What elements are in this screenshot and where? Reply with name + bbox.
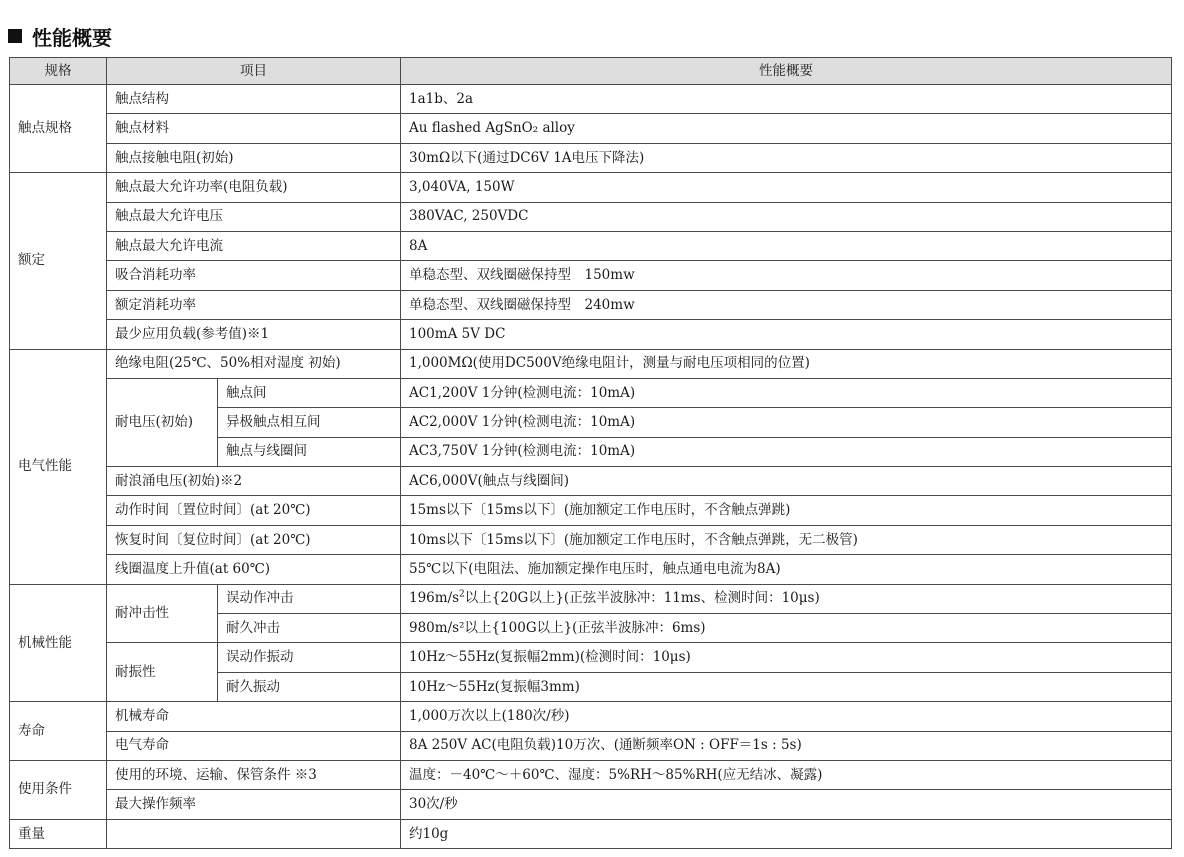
table-row — [10, 85, 1172, 114]
value-cell: 10Hz～55Hz(复振幅2mm)(检测时间：10μs) — [401, 643, 1172, 672]
group-electrical: 电气性能 — [10, 349, 107, 584]
group-contact: 触点规格 — [10, 85, 107, 173]
value-cell: 30次/秒 — [401, 790, 1172, 819]
value-cell: 约10g — [401, 819, 1172, 848]
table-row — [10, 143, 1172, 172]
value-cell: 380VAC, 250VDC — [401, 202, 1172, 231]
value-cell: 8A — [401, 231, 1172, 260]
item-cell: 使用的环境、运输、保管条件 ※3 — [107, 760, 401, 789]
header-item: 项目 — [107, 58, 401, 85]
item-cell: 触点最大允许功率(电阻负载) — [107, 173, 401, 202]
sub-item-cell: 异极触点相互间 — [218, 408, 401, 437]
merged-vibration: 耐振性 — [107, 643, 218, 702]
table-row — [10, 555, 1172, 584]
performance-table — [9, 57, 1172, 849]
group-rating: 额定 — [10, 173, 107, 349]
value-cell: 10Hz～55Hz(复振幅3mm) — [401, 672, 1172, 701]
value-cell: 单稳态型、双线圈磁保持型 240mw — [401, 290, 1172, 319]
table-row — [10, 760, 1172, 789]
item-cell: 吸合消耗功率 — [107, 261, 401, 290]
item-cell: 触点接触电阻(初始) — [107, 143, 401, 172]
table-row — [10, 114, 1172, 143]
item-cell: 触点最大允许电流 — [107, 231, 401, 260]
value-cell: 1a1b、2a — [401, 85, 1172, 114]
table-row — [10, 731, 1172, 760]
value-cell: 1,000MΩ(使用DC500V绝缘电阻计，测量与耐电压项相同的位置) — [401, 349, 1172, 378]
sub-item-cell: 耐久冲击 — [218, 614, 401, 643]
item-cell: 最大操作频率 — [107, 790, 401, 819]
value-cell: 15ms以下〔15ms以下〕(施加额定工作电压时，不含触点弹跳) — [401, 496, 1172, 525]
value-cell: 30mΩ以下(通过DC6V 1A电压下降法) — [401, 143, 1172, 172]
section-title: 性能概要 — [32, 25, 112, 50]
table-row — [10, 584, 1172, 613]
merged-shock: 耐冲击性 — [107, 584, 218, 643]
value-cell: 1,000万次以上(180次/秒) — [401, 702, 1172, 731]
item-cell: 最少应用负载(参考值)※1 — [107, 320, 401, 349]
value-cell: Au flashed AgSnO₂ alloy — [401, 114, 1172, 143]
value-cell — [401, 584, 1172, 613]
value-cell: 温度：－40℃～＋60℃、湿度：5%RH～85%RH(应无结冰、凝露) — [401, 760, 1172, 789]
header-spec: 规格 — [10, 58, 107, 85]
item-cell: 触点材料 — [107, 114, 401, 143]
table-row — [10, 320, 1172, 349]
value-cell: 3,040VA, 150W — [401, 173, 1172, 202]
group-conditions: 使用条件 — [10, 760, 107, 819]
group-weight: 重量 — [10, 819, 107, 848]
value-cell: 单稳态型、双线圈磁保持型 150mw — [401, 261, 1172, 290]
section-heading — [8, 22, 112, 50]
sub-item-cell: 触点与线圈间 — [218, 437, 401, 466]
table-row — [10, 467, 1172, 496]
value-cell: 8A 250V AC(电阻负载)10万次、(通断频率ON : OFF＝1s : 5s) — [401, 731, 1172, 760]
table-row — [10, 790, 1172, 819]
merged-withstand-voltage: 耐电压(初始) — [107, 378, 218, 466]
value-cell: AC3,750V 1分钟(检测电流：10mA) — [401, 437, 1172, 466]
item-cell: 动作时间〔置位时间〕(at 20℃) — [107, 496, 401, 525]
table-row — [10, 378, 1172, 407]
value-cell: AC1,200V 1分钟(检测电流：10mA) — [401, 378, 1172, 407]
table-row — [10, 496, 1172, 525]
value-cell: 100mA 5V DC — [401, 320, 1172, 349]
value-superscript: 2 — [459, 589, 465, 600]
item-cell: 额定消耗功率 — [107, 290, 401, 319]
value-pre: 196m/s — [409, 590, 460, 607]
value-cell: AC2,000V 1分钟(检测电流：10mA) — [401, 408, 1172, 437]
group-mechanical: 机械性能 — [10, 584, 107, 702]
sub-item-cell: 误动作冲击 — [218, 584, 401, 613]
table-row — [10, 231, 1172, 260]
sub-item-cell: 触点间 — [218, 378, 401, 407]
item-cell: 绝缘电阻(25℃、50%相对湿度 初始) — [107, 349, 401, 378]
square-bullet-icon — [8, 29, 22, 43]
table-header-row — [10, 58, 1172, 85]
item-cell: 耐浪涌电压(初始)※2 — [107, 467, 401, 496]
sub-item-cell: 误动作振动 — [218, 643, 401, 672]
table-row — [10, 173, 1172, 202]
table-row — [10, 261, 1172, 290]
table-row — [10, 643, 1172, 672]
group-life: 寿命 — [10, 702, 107, 761]
table-row — [10, 702, 1172, 731]
table-row — [10, 819, 1172, 848]
value-cell: 55℃以下(电阻法、施加额定操作电压时，触点通电电流为8A) — [401, 555, 1172, 584]
table-row — [10, 525, 1172, 554]
header-summary: 性能概要 — [401, 58, 1172, 85]
item-cell: 触点最大允许电压 — [107, 202, 401, 231]
item-cell — [107, 819, 401, 848]
item-cell: 线圈温度上升值(at 60℃) — [107, 555, 401, 584]
item-cell: 电气寿命 — [107, 731, 401, 760]
value-post: 以上{20G以上}(正弦半波脉冲：11ms、检测时间：10μs) — [464, 590, 820, 607]
table-row — [10, 290, 1172, 319]
table-row — [10, 349, 1172, 378]
table-row — [10, 202, 1172, 231]
item-cell: 恢复时间〔复位时间〕(at 20℃) — [107, 525, 401, 554]
item-cell: 触点结构 — [107, 85, 401, 114]
value-cell: 10ms以下〔15ms以下〕(施加额定工作电压时，不含触点弹跳，无二极管) — [401, 525, 1172, 554]
item-cell: 机械寿命 — [107, 702, 401, 731]
sub-item-cell: 耐久振动 — [218, 672, 401, 701]
value-cell: 980m/s²以上{100G以上}(正弦半波脉冲：6ms) — [401, 614, 1172, 643]
value-cell: AC6,000V(触点与线圈间) — [401, 467, 1172, 496]
